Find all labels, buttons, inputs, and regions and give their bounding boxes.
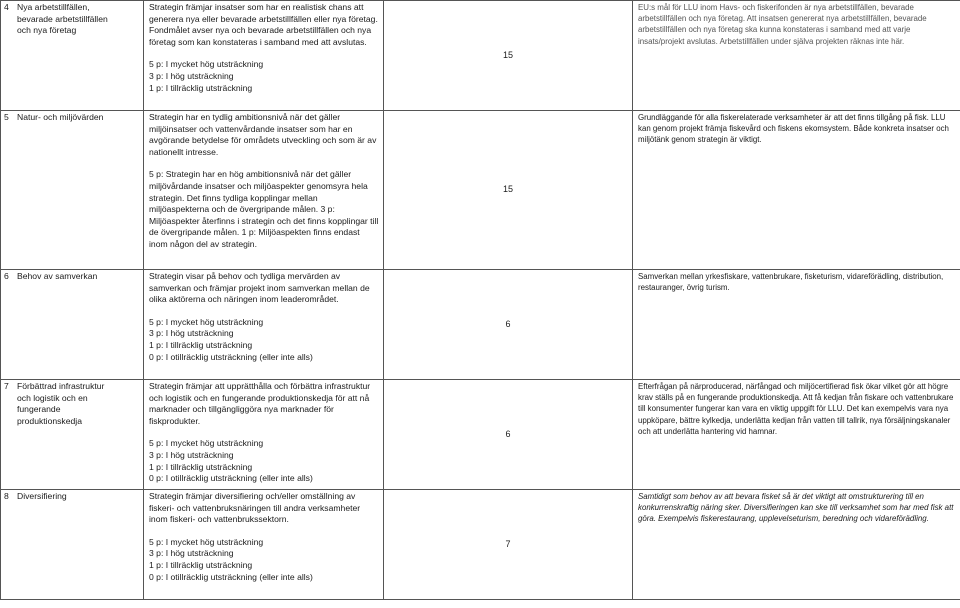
scale-line: 5 p: I mycket hög utsträckning (149, 316, 264, 327)
scale-line: 5 p: I mycket hög utsträckning (149, 536, 264, 547)
scale-line: 1 p: I tillräcklig utsträckning (149, 82, 253, 93)
points-cell: 15 (384, 1, 633, 111)
criterion-number: 8 (4, 491, 9, 501)
scale-text: 5 p: Strategin har en hög ambitionsnivå när det gäller miljövårdande insatser och miljöaspekter genomsyra hela strategin. Det finns tydliga kopplingar mellan miljöaspekterna och de övergripande målen. 3 p: Miljöaspekter återfinns i strategin och det finns kopplingar till de övergripande målen. 1 p: Miljöaspekten finns endast inom någon del av strategin. (149, 169, 379, 249)
points-cell: 6 (384, 270, 633, 380)
criterion-label: Diversifiering (17, 491, 67, 501)
scale-line: 3 p: I hög utsträckning (149, 328, 234, 339)
criterion-text: Strategin främjar insatser som har en realistisk chans att generera nya eller bevarade arbetstillfällen eller nya företag. Fondmålet avser nya och bevarade arbetstillfällen och nya företag som kan konstateras i samband med att avslutas. (149, 2, 378, 47)
criterion-number: 4 (4, 2, 9, 12)
points-cell: 6 (384, 380, 633, 490)
criterion-label: Förbättrad infrastruktur och logistik och en fungerande produktionskedja (17, 381, 105, 426)
criterion-text: Strategin främjar att upprätthålla och förbättra infrastruktur och logistik och en fungerande produktionskedja för att nå marknader och tillgängliggöra nya marknader för fiskprodukter. (149, 381, 371, 426)
scale-line: 1 p: I tillräcklig utsträckning (149, 339, 253, 350)
criterion-number: 5 (4, 112, 9, 122)
scale-line: 3 p: I hög utsträckning (149, 70, 234, 81)
note-cell: Samtidigt som behov av att bevara fisket så är det viktigt att omstrukturering till en konkurrenskraftig näring sker. Diversifieringen kan ske till verksamhet som har med fisk att göra. Exempelvis fiskerestaurang, upplevelseturism, beredning och vidareförädling. (633, 490, 960, 600)
description-cell (144, 270, 384, 380)
scale-line: 5 p: I mycket hög utsträckning (149, 438, 264, 449)
criterion-text: Strategin visar på behov och tydliga mervärden av samverkan och främjar projekt inom samverkan mellan de olika aktörerna och näringen inom leaderområdet. (149, 271, 370, 305)
scale-line: 0 p: I otillräcklig utsträckning (eller inte alls) (149, 473, 313, 484)
scale-line: 1 p: I tillräcklig utsträckning (149, 461, 253, 472)
criterion-cell (1, 1, 144, 111)
note-cell: Samverkan mellan yrkesfiskare, vattenbrukare, fisketurism, vidareförädling, distribution, restauranger, övrig turism. (633, 270, 960, 380)
scale-line: 3 p: I hög utsträckning (149, 449, 234, 460)
criterion-label: Nya arbetstillfällen, bevarade arbetstillfällen och nya företag (17, 2, 108, 36)
note-cell: Efterfrågan på närproducerad, närfångad och miljöcertifierad fisk ökar vilket gör att högre krav ställs på en fungerande produktionskedja. Att få kedjan från fiskare och vattenbrukare till konsumenter fungerar kan vara en viktig uppgift för LLU. Det kan exempelvis vara nya uppköpare, bättre kylkedja, underlätta kedjan från vatten till tallrik, nya försäljningskanaler och att underlätta hantering vid hamnar. (633, 380, 960, 490)
scale-line: 1 p: I tillräcklig utsträckning (149, 559, 253, 570)
criterion-cell (1, 111, 144, 270)
description-cell (144, 490, 384, 600)
scale-line: 5 p: I mycket hög utsträckning (149, 59, 264, 70)
table-row (1, 111, 960, 270)
table-row (1, 490, 960, 600)
table-row (1, 270, 960, 380)
criterion-number: 6 (4, 271, 9, 281)
table-row (1, 1, 960, 111)
criterion-label: Natur- och miljövärden (17, 112, 104, 122)
note-cell: EU:s mål för LLU inom Havs- och fiskerifonden är nya arbetstillfällen, bevarade arbetstillfällen och nya företag. Att insatsen genererat nya arbetstillfällen, bevarade arbetstillfällen och nya företag ska kunna konstateras i samband med att varje insats/projekt avslutas. Arbetstillfällen under själva projekten räknas inte här. (633, 1, 960, 111)
criterion-cell (1, 490, 144, 600)
criterion-number: 7 (4, 381, 9, 391)
description-cell (144, 1, 384, 111)
scale-line: 0 p: I otillräcklig utsträckning (eller inte alls) (149, 571, 313, 582)
points-cell: 15 (384, 111, 633, 270)
scale-line: 3 p: I hög utsträckning (149, 548, 234, 559)
criterion-text: Strategin främjar diversifiering och/eller omställning av fiskeri- och vattenbruksnäringen till andra verksamheter inom fiskeri- och vattenbrukssektorn. (149, 491, 361, 525)
criterion-text: Strategin har en tydlig ambitionsnivå när det gäller miljöinsatser och vattenvårdande insatser som har en avgörande betydelse för områdets utveckling och som är av nationellt intresse. (149, 112, 377, 157)
criterion-cell (1, 380, 144, 490)
description-cell (144, 111, 384, 270)
table-row (1, 380, 960, 490)
description-cell (144, 380, 384, 490)
scale-line: 0 p: I otillräcklig utsträckning (eller inte alls) (149, 351, 313, 362)
criterion-label: Behov av samverkan (17, 271, 98, 281)
criterion-cell (1, 270, 144, 380)
points-cell: 7 (384, 490, 633, 600)
note-cell: Grundläggande för alla fiskerelaterade verksamheter är att det finns tillgång på fisk. LLU kan genom projekt främja fiskevård och fiskens ekomsystem. Både konkreta insatser och miljötänk genom strategin är viktigt. (633, 111, 960, 270)
